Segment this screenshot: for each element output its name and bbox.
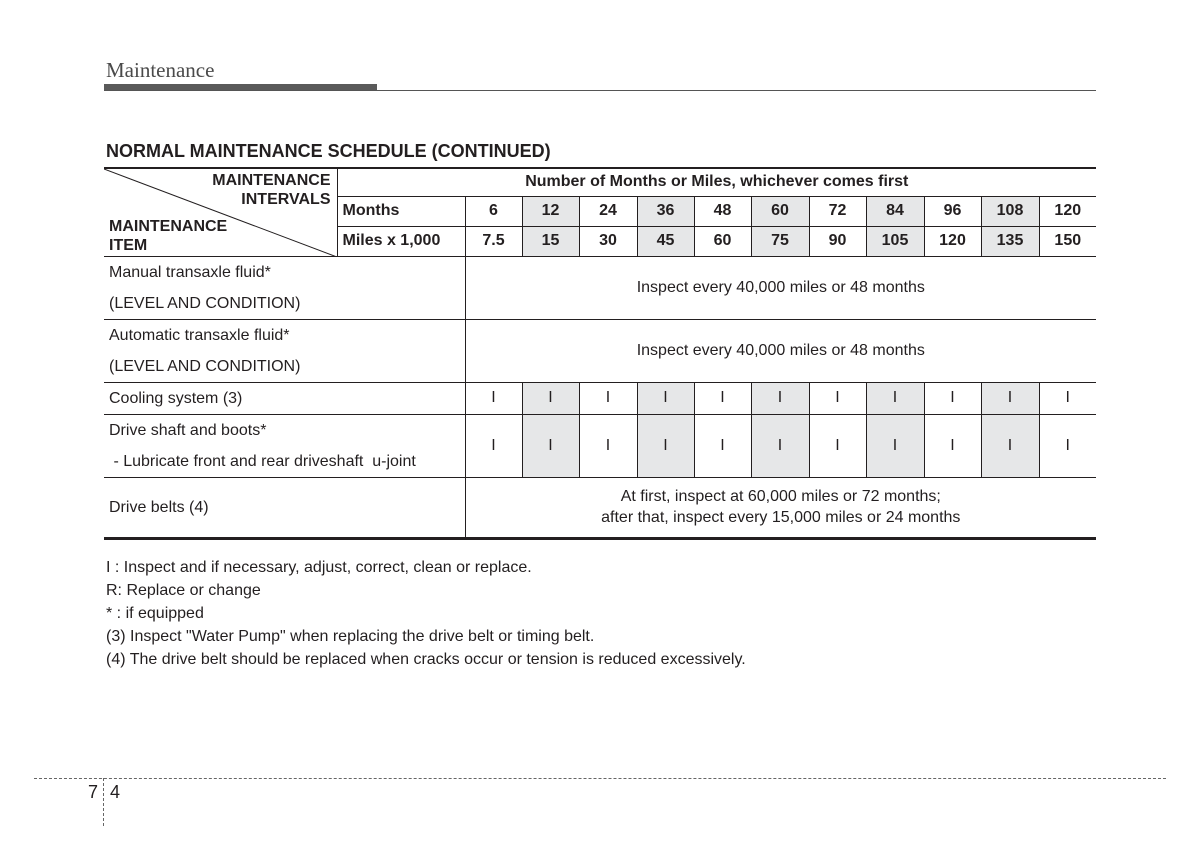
maintenance-item-line: - Lubricate front and rear driveshaft u-joint [109,452,416,470]
maintenance-item-line: (LEVEL AND CONDITION) [109,294,301,312]
schedule-cell: I [751,382,809,414]
interval-header: Number of Months or Miles, whichever comes first [337,168,1096,196]
schedule-cell: I [637,414,694,477]
legend-note: * : if equipped [106,605,204,622]
maintenance-item [104,414,465,477]
maintenance-item-line: Drive belts (4) [109,498,209,516]
intervals-header [212,171,330,209]
schedule-cell: I [1039,382,1096,414]
schedule-cell: I [751,414,809,477]
section-title: NORMAL MAINTENANCE SCHEDULE (CONTINUED) [106,141,551,161]
schedule-cell: I [465,382,522,414]
header-rule [104,90,1096,91]
month-cell: 48 [694,196,751,226]
schedule-cell: I [924,382,981,414]
miles-label: Miles x 1,000 [337,226,465,256]
maintenance-item-line: Drive shaft and boots* [109,421,267,439]
maintenance-item [104,382,465,414]
month-cell: 120 [1039,196,1096,226]
page-number: 4 [110,782,121,802]
schedule-cell: I [981,414,1039,477]
legend-note: I : Inspect and if necessary, adjust, correct, clean or replace. [106,559,532,576]
mileage-cell: 90 [809,226,866,256]
maintenance-item-line: Cooling system (3) [109,389,243,407]
footer-divider [103,778,104,826]
schedule-cell: I [809,414,866,477]
mileage-cell: 15 [522,226,579,256]
month-cell: 24 [579,196,637,226]
schedule-cell: I [1039,414,1096,477]
maintenance-schedule-table [104,167,1096,540]
month-cell: 84 [866,196,924,226]
schedule-cell: I [694,382,751,414]
schedule-cell: I [866,382,924,414]
mileage-cell: 60 [694,226,751,256]
maintenance-item [104,256,465,319]
maintenance-item-line: (LEVEL AND CONDITION) [109,357,301,375]
mileage-cell: 150 [1039,226,1096,256]
table-header-row [104,168,1096,196]
month-cell: 72 [809,196,866,226]
month-cell: 6 [465,196,522,226]
maintenance-item-line: Automatic transaxle fluid* [109,326,290,344]
maintenance-item-line: Manual transaxle fluid* [109,263,271,281]
corner-bottom-line: ITEM [109,236,148,254]
schedule-cell: I [809,382,866,414]
month-cell: 108 [981,196,1039,226]
maintenance-item [104,477,465,538]
months-label: Months [337,196,465,226]
schedule-cell: I [579,382,637,414]
corner-top-line: MAINTENANCE [212,172,331,189]
interval-instruction-line: after that, inspect every 15,000 miles or 24 months [601,509,961,526]
page-chapter-number: 7 [88,782,99,802]
schedule-cell: I [522,414,579,477]
mileage-cell: 120 [924,226,981,256]
month-cell: 60 [751,196,809,226]
legend-note: (3) Inspect "Water Pump" when replacing the drive belt or timing belt. [106,628,595,645]
footer-rule [34,778,1166,779]
maintenance-item [104,319,465,382]
month-cell: 12 [522,196,579,226]
schedule-cell: I [924,414,981,477]
interval-instruction [465,319,1096,382]
corner-top-line: INTERVALS [241,191,331,208]
corner-bottom-line: MAINTENANCE [109,217,228,235]
interval-instruction-line: Inspect every 40,000 miles or 48 months [636,279,925,296]
schedule-cell: I [522,382,579,414]
mileage-cell: 75 [751,226,809,256]
legend-note: R: Replace or change [106,582,261,599]
schedule-cell: I [465,414,522,477]
page-header-title: Maintenance [106,58,215,82]
item-header [109,217,227,255]
mileage-cell: 45 [637,226,694,256]
schedule-cell: I [694,414,751,477]
table-row [104,319,1096,382]
corner-header-cell [104,168,337,256]
schedule-cell: I [579,414,637,477]
table-row [104,477,1096,538]
mileage-cell: 135 [981,226,1039,256]
schedule-cell: I [866,414,924,477]
schedule-cell: I [981,382,1039,414]
month-cell: 96 [924,196,981,226]
interval-instruction-line: At first, inspect at 60,000 miles or 72 months; [620,488,941,505]
mileage-cell: 105 [866,226,924,256]
mileage-cell: 7.5 [465,226,522,256]
table-row [104,414,1096,477]
legend-note: (4) The drive belt should be replaced when cracks occur or tension is reduced excessively. [106,651,746,668]
month-cell: 36 [637,196,694,226]
table-row [104,256,1096,319]
table-row [104,382,1096,414]
interval-instruction-line: Inspect every 40,000 miles or 48 months [636,342,925,359]
mileage-cell: 30 [579,226,637,256]
interval-instruction [465,256,1096,319]
legend-notes [106,556,746,671]
schedule-cell: I [637,382,694,414]
interval-instruction [465,477,1096,538]
